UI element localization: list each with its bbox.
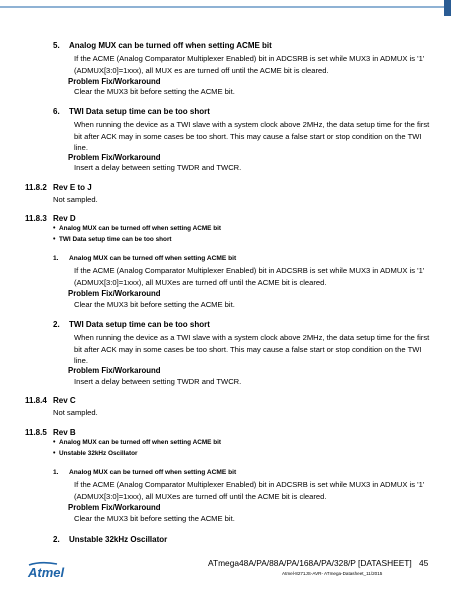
item6-fix-heading: Problem Fix/Workaround xyxy=(68,153,161,162)
item6-fix-text: Insert a delay between setting TWDR and TWCR. xyxy=(74,163,242,172)
section-11-8-3-bullet-2: • TWI Data setup time can be too short xyxy=(53,236,172,243)
header-tab xyxy=(444,0,451,16)
section-11-8-4-text: Not sampled. xyxy=(53,408,98,417)
rev-d-item2-fix-text: Insert a delay between setting TWDR and TWCR. xyxy=(74,377,242,386)
rev-b-item1-fix-text: Clear the MUX3 bit before setting the ACME bit. xyxy=(74,514,235,523)
item5-fix-heading: Problem Fix/Workaround xyxy=(68,77,161,86)
section-11-8-2-heading: 11.8.2 Rev E to J xyxy=(25,183,92,192)
rev-d-item2-heading: 2. TWI Data setup time can be too short xyxy=(53,320,210,329)
item5-text: If the ACME (Analog Comparator Multiplexer Enabled) bit in ADCSRB is set while MUX3 in ADMUX is '1' (ADMUX[3:0]=1xxx), all MUX es are turned off until the ACME bit is cleared. xyxy=(74,54,425,75)
item6-text: When running the device as a TWI slave with a system clock above 2MHz, the data setup time for the first bit after ACK may in some cases be too short. This may cause a false start or stop condition on the TWI line. xyxy=(74,120,430,153)
item6-heading: 6. TWI Data setup time can be too short xyxy=(53,107,210,116)
atmel-logo xyxy=(27,561,71,579)
section-11-8-5-bullet-1: • Analog MUX can be turned off when setting ACME bit xyxy=(53,439,222,446)
header-strip xyxy=(0,6,451,8)
rev-d-item1-fix-heading: Problem Fix/Workaround xyxy=(68,289,161,298)
rev-d-item2-text: When running the device as a TWI slave with a system clock above 2MHz, the data setup time for the first bit after ACK may in some cases be too short. This may cause a false start or stop condition on the TWI line. xyxy=(74,333,430,366)
rev-d-item2-fix-heading: Problem Fix/Workaround xyxy=(68,366,161,375)
header-bar xyxy=(0,0,451,21)
section-11-8-4-heading: 11.8.4 Rev C xyxy=(25,396,76,405)
item5-fix-text: Clear the MUX3 bit before setting the ACME bit. xyxy=(74,87,235,96)
rev-b-item1-heading: 1. Analog MUX can be turned off when setting ACME bit xyxy=(53,469,237,476)
section-11-8-5-bullet-2: • Unstable 32kHz Oscillator xyxy=(53,450,138,457)
rev-d-item1-fix-text: Clear the MUX3 bit before setting the ACME bit. xyxy=(74,300,235,309)
svg-text:Atmel: Atmel xyxy=(28,565,65,579)
footer-page-number: 45 xyxy=(419,558,429,568)
footer-document-id: Atmel-8271JS-AVR- ATmega-Datasheet_11/2015 xyxy=(282,571,383,576)
atmel-logo-graphic xyxy=(27,561,71,579)
item5-heading: 5. Analog MUX can be turned off when setting ACME bit xyxy=(53,41,272,50)
section-11-8-2-text: Not sampled. xyxy=(53,195,98,204)
rev-b-item1-text: If the ACME (Analog Comparator Multiplexer Enabled) bit in ADCSRB is set while MUX3 in ADMUX is '1' (ADMUX[3:0]=1xxx), all MUXes are turned off until the ACME bit is cleared. xyxy=(74,480,425,501)
rev-d-item1-heading: 1. Analog MUX can be turned off when setting ACME bit xyxy=(53,255,237,262)
rev-d-item1-text: If the ACME (Analog Comparator Multiplexer Enabled) bit in ADCSRB is set while MUX3 in ADMUX is '1' (ADMUX[3:0]=1xxx), all MUXes are turned off until the ACME bit is cleared. xyxy=(74,266,425,287)
footer-document-title: ATmega48A/PA/88A/PA/168A/PA/328/P [DATASHEET] xyxy=(208,558,412,568)
section-11-8-3-heading: 11.8.3 Rev D xyxy=(25,214,76,223)
rev-b-item1-fix-heading: Problem Fix/Workaround xyxy=(68,503,161,512)
section-11-8-5-heading: 11.8.5 Rev B xyxy=(25,428,76,437)
section-11-8-3-bullet-1: • Analog MUX can be turned off when setting ACME bit xyxy=(53,225,222,232)
rev-b-item2-heading: 2. Unstable 32kHz Oscillator xyxy=(53,535,168,544)
